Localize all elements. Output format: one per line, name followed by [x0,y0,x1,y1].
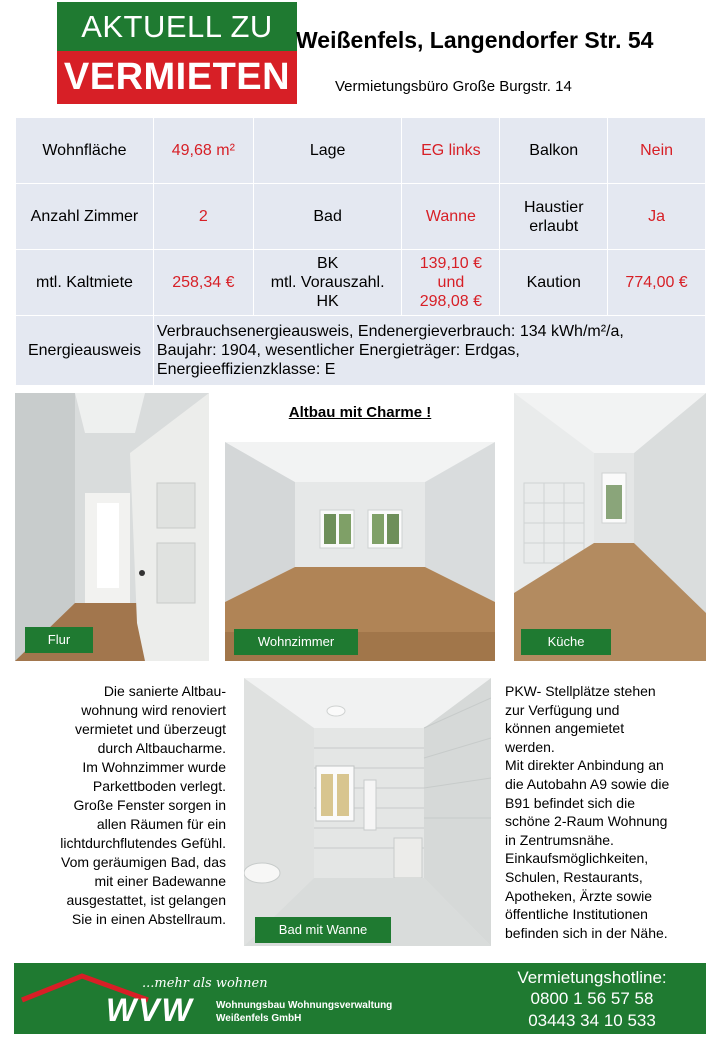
energieausweis-line-1: Verbrauchsenergieausweis, Endenergieverbrauch: 134 kWh/m²/a, [156,323,624,340]
vorauszahlung-und: und [437,274,465,291]
description-line: die Autobahn A9 sowie die [505,775,670,792]
description-line: Im Wohnzimmer wurde [82,759,226,775]
description-line: wohnung wird renoviert [81,702,226,718]
table-row [16,184,706,250]
wvw-slogan: ...mehr als wohnen [142,976,268,991]
zimmer-label: Anzahl Zimmer [16,184,154,250]
vorauszahlung-label [253,250,402,316]
description-line: öffentliche Institutionen [505,906,648,923]
description-line: PKW- Stellplätze stehen [505,683,656,699]
haustier-label-line-2: erlaubt [529,217,579,235]
description-line: durch Altbaucharme. [97,740,226,756]
vorauszahlung-label-hk: HK [316,293,339,310]
description-line: Einkaufsmöglichkeiten, [505,850,649,867]
description-line: Sie in einen Abstellraum. [71,911,226,927]
lage-label: Lage [253,118,402,184]
wohnflaeche-value: 49,68 m² [153,118,253,184]
hotline-number-1: 0800 1 56 57 58 [530,989,654,1008]
description-line: Schulen, Restaurants, [505,868,643,885]
description-line: werden. [505,738,555,755]
hotline-title: Vermietungshotline: [517,968,667,987]
balkon-label: Balkon [500,118,608,184]
kaltmiete-value: 258,34 € [153,250,253,316]
page-subtitle: Vermietungsbüro Große Burgstr. 14 [335,78,572,95]
hotline-number-2: 03443 34 10 533 [528,1011,656,1030]
facts-table [15,117,706,386]
vorauszahlung-label-bk: BK [316,255,339,272]
haustier-label-line-1: Haustier [523,198,584,216]
kaution-value: 774,00 € [608,250,706,316]
caption-kueche: Küche [521,629,611,655]
description-line: B91 befindet sich die [505,794,635,811]
description-line: Vom geräumigen Bad, das [61,854,226,870]
haustier-value: Ja [608,184,706,250]
wvw-logo [20,970,420,1028]
photo-flur [15,393,209,661]
description-right [505,682,705,942]
wohnflaeche-label: Wohnfläche [16,118,154,184]
description-line: Mit direkter Anbindung an [505,757,664,774]
vorauszahlung-value [402,250,500,316]
balkon-value: Nein [608,118,706,184]
description-line: Die sanierte Altbau- [103,683,226,699]
logo-line-2: VERMIETEN [57,51,297,104]
photo-bad [244,678,491,946]
vorauszahlung-label-main: mtl. Vorauszahl. [270,274,385,291]
energieausweis-line-2: Baujahr: 1904, wesentlicher Energieträger: Erdgas, [156,342,520,359]
energieausweis-line-3: Energieeffizienzklasse: E [156,361,336,378]
haustier-label [500,184,608,250]
wvw-company-line-1: Wohnungsbau Wohnungsverwaltung [216,1000,393,1011]
description-line: zur Verfügung und [505,701,620,718]
zimmer-value: 2 [153,184,253,250]
caption-bad: Bad mit Wanne [255,917,391,943]
description-line: vermietet und überzeugt [75,721,226,737]
footer [14,963,706,1034]
description-line: lichtdurchflutendes Gefühl. [60,835,226,851]
description-line: allen Räumen für ein [96,816,226,832]
energieausweis-text [153,316,705,386]
vorauszahlung-bk-value: 139,10 € [419,255,483,272]
logo-line-1: AKTUELL ZU [57,2,297,51]
wvw-brand: WVW [106,992,194,1028]
description-line: Apotheken, Ärzte sowie [505,887,653,904]
description-line: Große Fenster sorgen in [73,797,226,813]
photo-kueche [514,393,706,661]
energieausweis-label: Energieausweis [16,316,154,386]
bad-value: Wanne [402,184,500,250]
kaution-label: Kaution [500,250,608,316]
description-line: Parkettboden verlegt. [92,778,226,794]
description-line: können angemietet [505,720,625,737]
description-line: schöne 2-Raum Wohnung [505,813,668,830]
caption-flur: Flur [25,627,93,653]
gallery-heading: Altbau mit Charme ! [288,404,432,421]
table-row [16,250,706,316]
description-line: ausgestattet, ist gelangen [66,892,226,908]
table-row [16,118,706,184]
table-row [16,316,706,386]
description-line: mit einer Badewanne [94,873,226,889]
caption-wohnzimmer: Wohnzimmer [234,629,358,655]
bad-label: Bad [253,184,402,250]
kaltmiete-label: mtl. Kaltmiete [16,250,154,316]
page-title: Weißenfels, Langendorfer Str. 54 [296,27,654,53]
description-line: befinden sich in der Nähe. [505,924,668,941]
description-line: in Zentrumsnähe. [505,831,614,848]
description-left [28,682,226,929]
aktuell-zu-vermieten-logo [57,2,297,104]
lage-value: EG links [402,118,500,184]
vorauszahlung-hk-value: 298,08 € [419,293,483,310]
wvw-company-line-2: Weißenfels GmbH [216,1013,302,1024]
